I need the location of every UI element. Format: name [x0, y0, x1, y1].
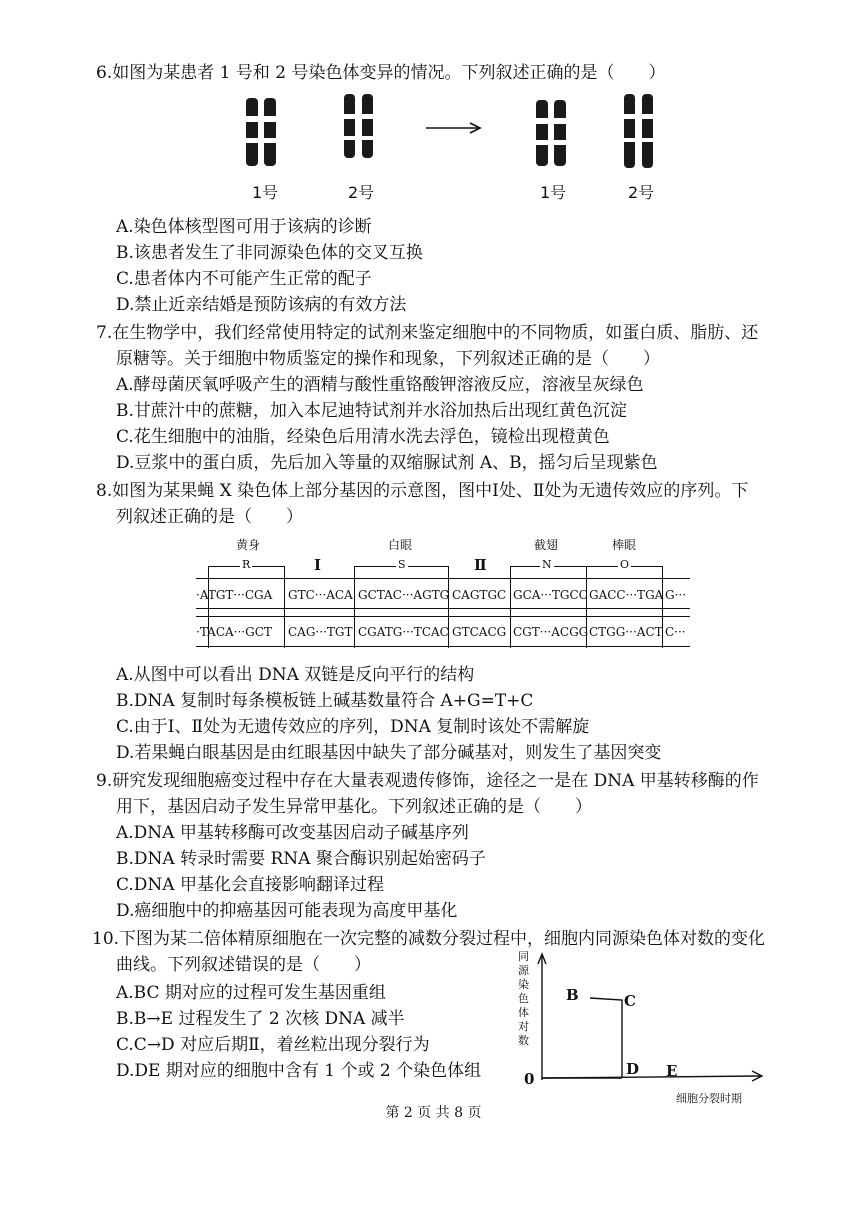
- q9-option-b: B.DNA 转录时需要 RNA 聚合酶识别起始密码子: [116, 849, 486, 869]
- gene-label-bar-eye: 棒眼: [612, 538, 637, 552]
- gene-n-letter: N: [542, 558, 552, 571]
- q6-option-d: D.禁止近亲结婚是预防该病的有效方法: [116, 295, 407, 315]
- q8-option-a: A.从图中可以看出 DNA 双链是反向平行的结构: [116, 665, 475, 685]
- q8-option-b: B.DNA 复制时每条模板链上碱基数量符合 A+G=T+C: [116, 691, 534, 711]
- q7-option-c: C.花生细胞中的油脂，经染色后用清水洗去浮色，镜检出现橙黄色: [116, 427, 610, 447]
- graph-ylabel-char: 色: [518, 992, 529, 1005]
- chromosome-label-left-2: 2号: [348, 183, 375, 202]
- graph-ylabel-char: 同: [518, 950, 529, 963]
- q9-option-d: D.癌细胞中的抑癌基因可能表现为高度甲基化: [116, 901, 458, 921]
- boundary-tick: [284, 566, 285, 648]
- q7-option-d: D.豆浆中的蛋白质，先后加入等量的双缩脲试剂 A、B，摇匀后呈现紫色: [116, 453, 658, 473]
- q10-stem-line2: 曲线。下列叙述错误的是（ ）: [116, 955, 371, 975]
- bottom-strand-seq-4: GTCACG: [452, 625, 507, 639]
- graph-ylabel-char: 源: [518, 964, 529, 977]
- graph-ylabel-char: 染: [518, 978, 529, 991]
- top-strand-seq-6: GACC···TGA: [589, 588, 664, 602]
- bottom-strand-lower-line: [196, 646, 690, 647]
- gene-label-cut-wing: 截翅: [534, 538, 559, 552]
- graph-origin-label: 0: [524, 1070, 535, 1088]
- bottom-strand-seq-6: CTGG···ACT: [589, 625, 663, 639]
- top-strand-seq-4: CAGTGC: [452, 588, 507, 602]
- q6-option-c: C.患者体内不可能产生正常的配子: [116, 269, 372, 289]
- gene-label-white-eye: 白眼: [388, 538, 413, 552]
- q7-option-b: B.甘蔗汁中的蔗糖，加入本尼迪特试剂并水浴加热后出现红黄色沉淀: [116, 401, 627, 421]
- q10-option-c: C.C→D 对应后期Ⅱ，着丝粒出现分裂行为: [116, 1035, 430, 1055]
- graph-point-d: D: [626, 1060, 640, 1078]
- graph-point-e: E: [666, 1062, 678, 1080]
- q8-stem-line2: 列叙述正确的是（ ）: [116, 507, 303, 527]
- region-two-label: Ⅱ: [474, 556, 487, 574]
- q8-stem-line1: 8.如图为某果蝇 X 染色体上部分基因的示意图，图中Ⅰ处、Ⅱ处为无遗传效应的序列。下: [96, 481, 749, 501]
- graph-xlabel: 细胞分裂时期: [676, 1092, 742, 1105]
- bottom-strand-seq-2: CAG···TGT: [288, 625, 353, 639]
- q9-option-c: C.DNA 甲基化会直接影响翻译过程: [116, 875, 384, 895]
- dna-gene-diagram: [196, 536, 690, 650]
- q7-stem-line2: 原糖等。关于细胞中物质鉴定的操作和现象，下列叙述正确的是（ ）: [116, 349, 660, 369]
- chromosome-diagram: [240, 92, 680, 176]
- graph-ylabel-char: 数: [518, 1034, 529, 1047]
- q8-option-d: D.若果蝇白眼基因是由红眼基因中缺失了部分碱基对，则发生了基因突变: [116, 743, 662, 763]
- region-one-label: Ⅰ: [314, 556, 322, 574]
- q10-option-b: B.B→E 过程发生了 2 次核 DNA 减半: [116, 1009, 405, 1029]
- page-footer: 第 2 页 共 8 页: [385, 1105, 482, 1121]
- chromosome-label-left-1: 1号: [252, 183, 279, 202]
- q8-option-c: C.由于Ⅰ、Ⅱ处为无遗传效应的序列，DNA 复制时该处不需解旋: [116, 717, 590, 737]
- q10-option-d: D.DE 期对应的细胞中含有 1 个或 2 个染色体组: [116, 1061, 482, 1081]
- homologous-pairs-graph: [510, 950, 770, 1110]
- q10-stem-line1: 10.下图为某二倍体精原细胞在一次完整的减数分裂过程中，细胞内同源染色体对数的变化: [92, 929, 766, 949]
- q10-option-a: A.BC 期对应的过程可发生基因重组: [116, 983, 386, 1003]
- graph-point-b: B: [566, 986, 579, 1004]
- bottom-strand-seq-5: CGT···ACGG: [513, 625, 589, 639]
- graph-ylabel-char: 对: [518, 1020, 529, 1033]
- graph-point-c: C: [624, 992, 636, 1010]
- q7-stem-line1: 7.在生物学中，我们经常使用特定的试剂来鉴定细胞中的不同物质，如蛋白质、脂肪、还: [96, 323, 759, 343]
- bottom-strand-seq-7: C···: [665, 625, 686, 639]
- boundary-tick: [354, 566, 355, 648]
- gene-r-letter: R: [242, 558, 251, 571]
- bottom-strand-seq-3: CGATG···TCAC: [358, 625, 449, 639]
- top-strand-seq-1: ·ATGT···CGA: [196, 588, 273, 602]
- top-strand-seq-7: G···: [665, 588, 687, 602]
- top-strand-seq-3: GCTAC···AGTG: [358, 588, 450, 602]
- bottom-strand-upper-line: [196, 616, 690, 617]
- top-strand-seq-2: GTC···ACA: [288, 588, 353, 602]
- q7-option-a: A.酵母菌厌氧呼吸产生的酒精与酸性重铬酸钾溶液反应，溶液呈灰绿色: [116, 375, 644, 395]
- q6-stem: 6.如图为某患者 1 号和 2 号染色体变异的情况。下列叙述正确的是（ ）: [96, 63, 666, 83]
- top-strand-lower-line: [196, 608, 690, 609]
- q9-stem-line1: 9.研究发现细胞癌变过程中存在大量表观遗传修饰，途径之一是在 DNA 甲基转移酶的作: [96, 771, 759, 791]
- top-strand-upper-line: [196, 578, 690, 579]
- q9-stem-line2: 用下，基因启动子发生异常甲基化。下列叙述正确的是（ ）: [116, 797, 592, 817]
- q9-option-a: A.DNA 甲基转移酶可改变基因启动子碱基序列: [116, 823, 469, 843]
- gene-o-letter: O: [620, 558, 630, 571]
- gene-s-letter: S: [398, 558, 406, 571]
- boundary-tick: [510, 566, 511, 648]
- chromosome-label-right-1: 1号: [540, 183, 567, 202]
- graph-ylabel-char: 体: [518, 1006, 529, 1019]
- top-strand-seq-5: GCA···TGCC: [513, 588, 588, 602]
- bottom-strand-seq-1: ·TACA···GCT: [196, 625, 272, 639]
- q6-option-a: A.染色体核型图可用于该病的诊断: [116, 217, 372, 237]
- chromosome-label-right-2: 2号: [628, 183, 655, 202]
- gene-label-yellow-body: 黄身: [236, 538, 261, 552]
- q6-option-b: B.该患者发生了非同源染色体的交叉互换: [116, 243, 423, 263]
